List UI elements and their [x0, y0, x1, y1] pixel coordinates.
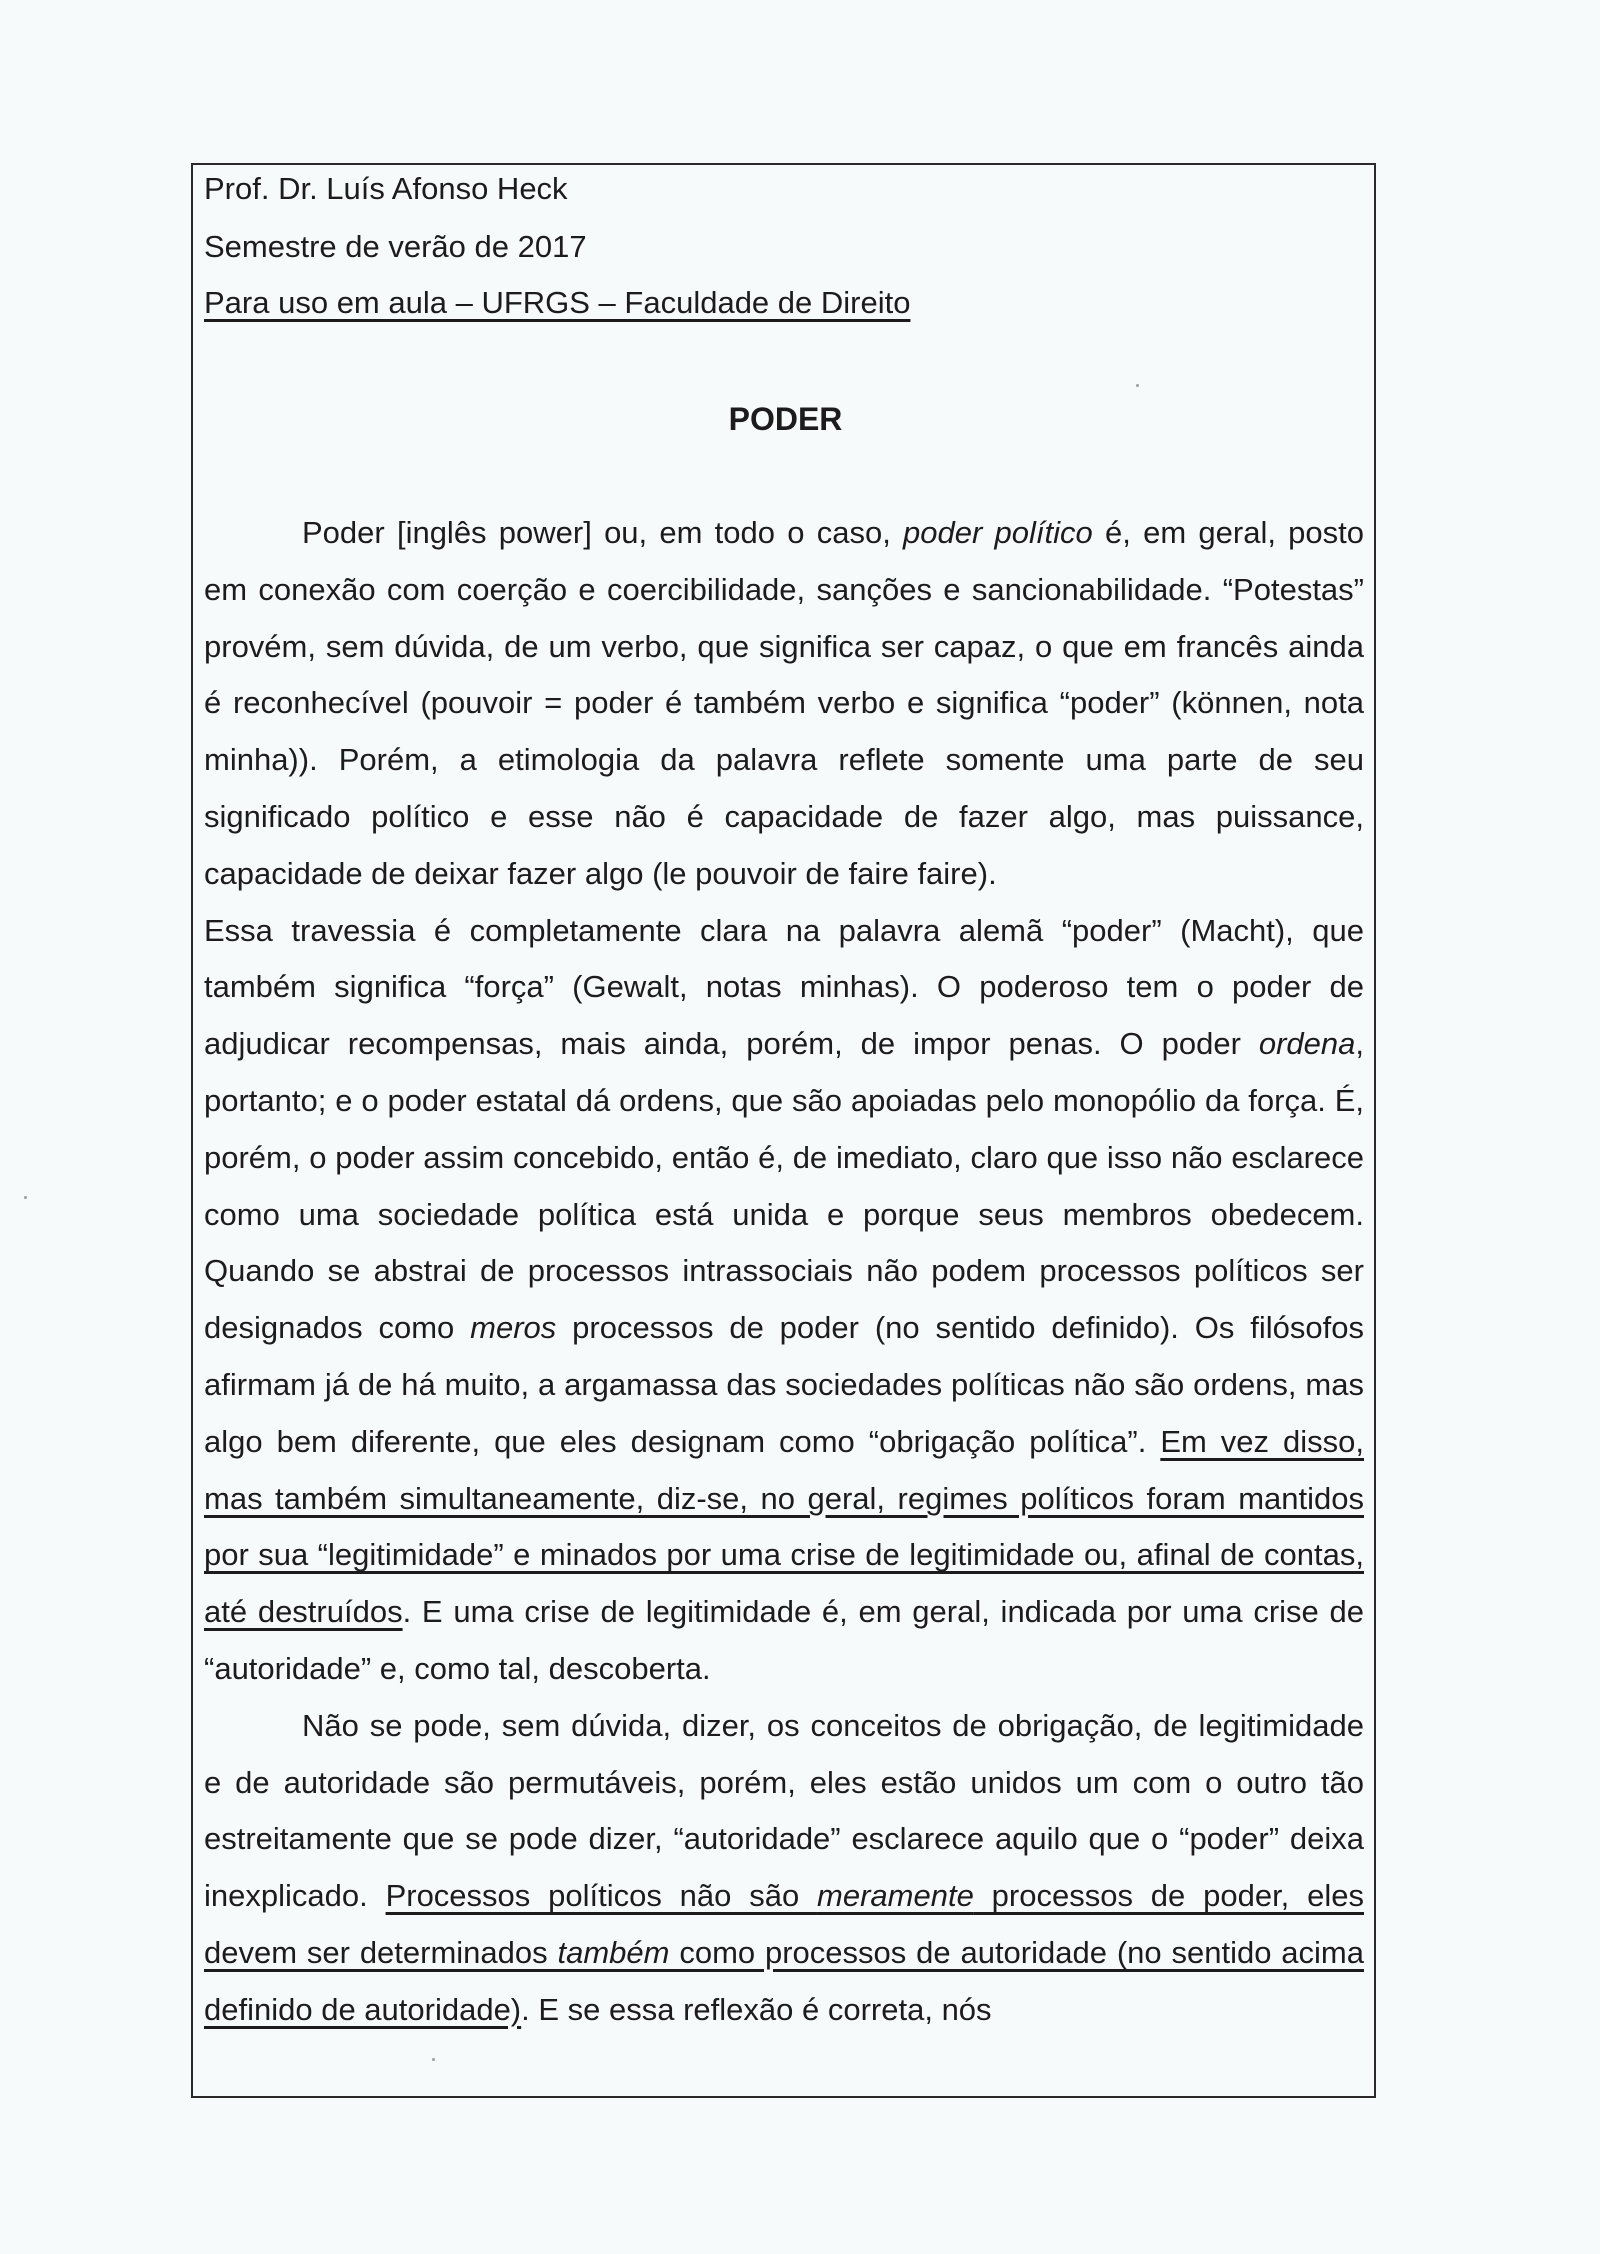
- paragraph-2-underlined: Em vez disso, mas também simultaneamente, diz-se, no geral, regimes políticos foram mantidos por sua “legitimidade” e minados por uma crise de legitimidade ou, afinal de contas, até destruídos: [204, 1423, 1364, 1630]
- paragraph-2-emphasis: ordena: [1258, 1026, 1356, 1062]
- paragraph-1-text: é, em geral, posto em conexão com coerção e coercibilidade, sanções e sancionabilidade. “Potestas” provém, sem dúvida, de um verbo, que significa ser capaz, o que em francês ainda é reconhecível (pouvoir = poder é também verbo e significa “poder” (können, nota minha)). Porém, a etimologia da palavra reflete somente uma parte de seu significado político e esse não é capacidade de fazer algo, mas puissance, capacidade de deixar fazer algo (le pouvoir de faire faire).: [204, 515, 1365, 891]
- document-body: [204, 505, 1364, 2039]
- paragraph-2-text: . E uma crise de legitimidade é, em geral, indicada por uma crise de “autoridade” e, como tal, descoberta.: [204, 1594, 1364, 1686]
- paragraph-2-text: processos de poder (no sentido definido). Os filósofos afirmam já de há muito, a argamassa das sociedades políticas não são ordens, mas algo bem diferente, que eles designam como “obrigação política”.: [204, 1310, 1364, 1459]
- scan-speck: [24, 1196, 27, 1199]
- paragraph-3-text: . E se essa reflexão é correta, nós: [521, 1991, 992, 2027]
- page-frame: [191, 163, 1376, 2098]
- paragraph-1: [204, 505, 1364, 903]
- header-semester: Semestre de verão de 2017: [204, 229, 587, 264]
- paragraph-1-emphasis: poder político: [903, 515, 1093, 550]
- paragraph-1-text: Poder [inglês power] ou, em todo o caso,: [302, 515, 904, 550]
- header-usage: Para uso em aula – UFRGS – Faculdade de Direito: [204, 285, 911, 320]
- scan-speck: [1136, 384, 1139, 387]
- paragraph-3-underlined: como processos de autoridade (no sentido acima definido de autoridade): [204, 1934, 1364, 2027]
- paragraph-3-underlined-emphasis: também: [557, 1934, 670, 1970]
- scan-speck: [432, 2058, 435, 2061]
- paragraph-2-text: Essa travessia é completamente clara na palavra alemã “poder” (Macht), que também significa “força” (Gewalt, notas minhas). O poderoso tem o poder de adjudicar recompensas, mais ainda, porém, de impor penas. O poder: [204, 912, 1364, 1062]
- paragraph-3-underlined: processos de poder, eles devem ser determinados: [204, 1878, 1364, 1970]
- paragraph-3: [204, 1698, 1364, 2039]
- header-author: Prof. Dr. Luís Afonso Heck: [204, 171, 568, 206]
- paragraph-3-underlined-emphasis: meramente: [817, 1878, 974, 1914]
- paragraph-2: [204, 903, 1364, 1698]
- paragraph-2-text: , portanto; e o poder estatal dá ordens, que são apoiadas pelo monopólio da força. É, porém, o poder assim concebido, então é, de imediato, claro que isso não esclarece como uma sociedade política está unida e porque seus membros obedecem. Quando se abstrai de processos intrassociais não podem processos políticos ser designados como: [204, 1026, 1364, 1346]
- paragraph-3-text: Não se pode, sem dúvida, dizer, os conceitos de obrigação, de legitimidade e de autoridade são permutáveis, porém, eles estão unidos um com o outro tão estreitamente que se pode dizer, “autoridade” esclarece aquilo que o “poder” deixa inexplicado.: [204, 1707, 1364, 1914]
- paragraph-3-underlined: Processos políticos não são: [385, 1878, 818, 1914]
- document-title: PODER: [728, 401, 843, 437]
- paragraph-2-emphasis: meros: [470, 1310, 557, 1346]
